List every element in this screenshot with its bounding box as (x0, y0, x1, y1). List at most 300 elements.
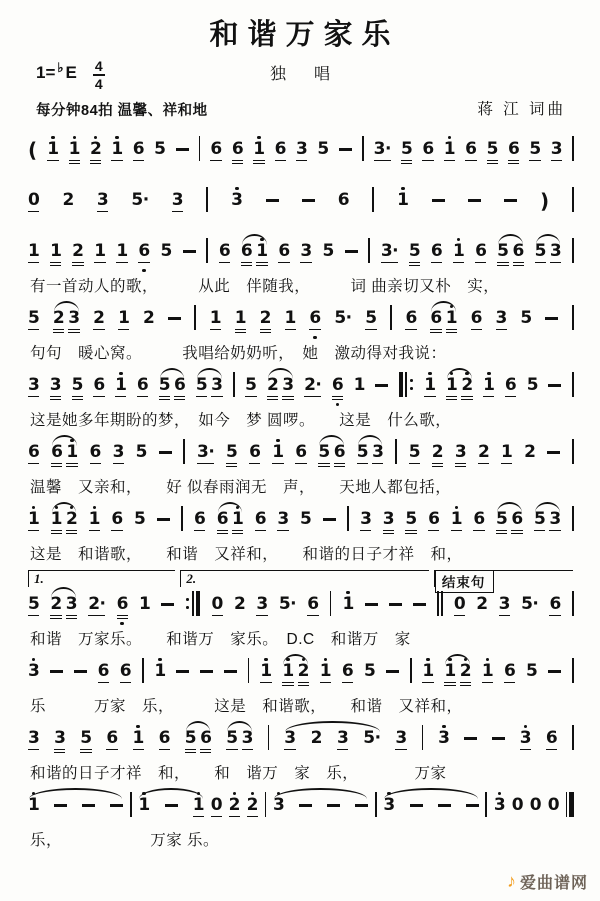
octave-down-dot (311, 755, 322, 760)
underline-beams (475, 260, 486, 268)
octave-down-dot (451, 536, 462, 541)
music-system (28, 302, 574, 362)
underline-beams (338, 209, 349, 217)
underline-beams (116, 260, 127, 268)
underline-beams (80, 747, 91, 755)
octave-down-dot (210, 166, 221, 171)
octave-down-dot (422, 166, 433, 171)
octave-up-dot (66, 438, 77, 443)
note (72, 237, 83, 273)
octave-down-dot (455, 469, 466, 474)
barline-s (194, 305, 196, 330)
note-digit: 6 (249, 442, 261, 462)
octave-down-dot (279, 621, 296, 626)
octave-down-dot (334, 469, 345, 474)
note-digit: 3 (498, 594, 510, 614)
duration-dash (466, 804, 479, 807)
note (241, 237, 252, 273)
note-digit: 5 (497, 241, 509, 261)
underline-beams (431, 260, 442, 268)
octave-down-dot (428, 536, 439, 541)
underline-beams (247, 814, 258, 822)
underline-beams (139, 613, 150, 621)
note (455, 438, 466, 474)
octave-down-dot (496, 335, 507, 340)
octave-down-dot (143, 335, 154, 340)
note-digit: 2 (476, 594, 488, 614)
underline-beams (94, 260, 105, 268)
underline-beams (444, 158, 455, 166)
octave-up-dot (460, 657, 471, 662)
note-digit: 3 (382, 509, 395, 529)
slur-group (444, 657, 471, 693)
octave-down-dot (50, 621, 61, 626)
barline-s (572, 439, 574, 464)
note (193, 791, 204, 827)
note (120, 657, 131, 693)
octave-down-dot (475, 268, 486, 273)
underline-beams (273, 814, 284, 822)
octave-down-dot (478, 469, 489, 474)
underline-beams (28, 327, 39, 335)
note-digit: 3 (383, 795, 395, 815)
note-digit: 5 (154, 139, 166, 159)
barline-s (265, 792, 267, 817)
underline-beams (295, 461, 306, 469)
octave-down-dot (496, 536, 507, 541)
note-digit: 1 (501, 442, 513, 462)
note (115, 371, 126, 407)
notation-row (28, 302, 574, 340)
note-digit: 1 (450, 509, 463, 529)
underline-beams (28, 613, 39, 621)
octave-up-dot (68, 304, 79, 309)
underline-beams (300, 528, 311, 536)
underline-beams (196, 394, 207, 402)
lyrics-line: 和谐 万家乐。 和谐万 家乐。 D.C 和谐万 家 (30, 631, 411, 648)
underline-beams (322, 260, 333, 268)
octave-down-dot (194, 536, 205, 541)
note-digit: 1 (253, 139, 265, 159)
note-digit: 6 (106, 728, 118, 748)
note (106, 724, 117, 760)
underline-beams (381, 260, 398, 268)
octave-down-dot (529, 166, 540, 171)
octave-down-dot (193, 822, 204, 827)
note (139, 590, 150, 626)
note (137, 371, 148, 407)
note (28, 657, 39, 693)
underline-beams (90, 461, 101, 469)
volta-2-bracket: 2. (180, 570, 428, 587)
octave-down-dot (249, 469, 260, 474)
octave-down-dot (137, 402, 148, 407)
note-digit: 3 (300, 241, 312, 261)
note (405, 505, 416, 541)
underline-beams (438, 747, 449, 755)
underline-beams (28, 814, 39, 822)
octave-up-dot (363, 724, 380, 729)
note (365, 304, 376, 340)
octave-down-dot (159, 755, 170, 760)
octave-down-dot (405, 536, 416, 541)
music-system (28, 369, 574, 429)
underline-beams (272, 461, 283, 469)
note (453, 237, 464, 273)
note-digit: 5 (300, 509, 312, 529)
underline-beams (232, 528, 243, 536)
underline-beams (229, 814, 240, 822)
barline-s (390, 305, 392, 330)
underline-beams (383, 528, 394, 536)
note-digit: 3 (28, 375, 40, 395)
octave-down-dot (113, 469, 124, 474)
note (235, 304, 246, 340)
note-digit: 5 (195, 375, 208, 395)
octave-up-dot (159, 371, 170, 376)
music-system (28, 235, 574, 295)
underline-beams (424, 394, 435, 402)
octave-down-dot (431, 268, 442, 273)
note (354, 371, 365, 407)
note (174, 371, 185, 407)
rest-note (548, 791, 559, 827)
octave-down-dot (98, 688, 109, 693)
note (428, 505, 439, 541)
note (245, 371, 256, 407)
octave-down-dot (28, 822, 39, 827)
underline-beams (363, 747, 380, 755)
barline-rs (399, 372, 414, 397)
note (342, 590, 353, 626)
note (551, 135, 562, 171)
octave-down-dot (120, 688, 131, 693)
note-digit: 1 (111, 139, 123, 159)
notation-row (28, 789, 574, 827)
note (50, 237, 61, 273)
note-digit: 6 (132, 139, 145, 159)
note (210, 135, 221, 171)
note-digit: 3· (197, 442, 215, 462)
note-digit: 1 (154, 661, 166, 681)
note (520, 304, 531, 340)
octave-up-dot (217, 505, 228, 510)
note-digit: 6 (138, 241, 150, 261)
note (255, 505, 266, 541)
note-digit: 6 (430, 241, 443, 261)
octave-down-dot (372, 469, 383, 474)
underline-beams (409, 260, 420, 268)
note (478, 438, 489, 474)
note (424, 371, 435, 407)
octave-down-dot (446, 402, 457, 407)
note-digit: 2 (477, 442, 490, 462)
note-digit: 0 (211, 594, 223, 614)
underline-beams (446, 394, 457, 402)
barline-s (572, 372, 574, 397)
duration-dash (161, 603, 174, 606)
underline-beams (364, 680, 375, 688)
duration-dash (355, 804, 368, 807)
note (93, 371, 104, 407)
octave-down-dot (282, 402, 293, 407)
note-digit: 1 (483, 375, 495, 395)
underline-beams (496, 327, 507, 335)
note-digit: 5 (534, 509, 546, 529)
underline-beams (534, 528, 545, 536)
note (217, 505, 228, 541)
duration-dash (200, 670, 213, 673)
octave-down-dot (28, 536, 39, 541)
note-digit: 2 (297, 661, 309, 681)
octave-down-dot (134, 536, 145, 541)
octave-down-dot (94, 268, 105, 273)
underline-beams (342, 680, 353, 688)
underline-beams (210, 327, 221, 335)
note (111, 505, 122, 541)
underline-beams (334, 327, 351, 335)
note-digit: 6 (89, 442, 101, 462)
octave-down-dot (133, 755, 144, 760)
barline-s (572, 136, 574, 161)
octave-down-dot (322, 268, 333, 273)
duration-dash (159, 451, 172, 454)
note-digit: 6 (507, 139, 520, 159)
underline-beams (548, 814, 559, 822)
underline-beams (260, 680, 271, 688)
note-digit: 6 (194, 509, 206, 529)
underline-beams (550, 260, 561, 268)
octave-down-dot (28, 688, 39, 693)
note (431, 237, 442, 273)
octave-up-dot (513, 237, 524, 242)
note-digit: 6 (274, 139, 286, 159)
slur-group (497, 237, 524, 273)
underline-beams (444, 680, 455, 688)
note (279, 590, 296, 626)
notation-row (28, 133, 574, 171)
lyrics-line: 乐 万家 乐， 这是 和谐歌， 和谐 又祥和， (30, 698, 463, 715)
note (451, 505, 462, 541)
underline-beams (197, 461, 214, 469)
note (409, 438, 420, 474)
note (383, 791, 394, 827)
note (154, 657, 165, 693)
octave-down-dot (395, 755, 406, 760)
octave-down-dot (364, 688, 375, 693)
note-digit: 1 (424, 375, 436, 395)
note-digit: 6 (254, 509, 267, 529)
note-digit: 1 (28, 509, 40, 529)
note-digit: 6 (512, 241, 524, 261)
note-digit: 1 (118, 308, 130, 328)
underline-beams (282, 394, 293, 402)
octave-up-dot (196, 371, 207, 376)
note-digit: 3 (549, 509, 561, 529)
note-digit: 1 (353, 375, 365, 395)
notation-row (28, 722, 574, 760)
slur-group (446, 371, 473, 407)
note-digit: 3 (395, 728, 407, 748)
duration-dash (545, 317, 558, 320)
octave-up-dot (50, 590, 61, 595)
note (94, 237, 105, 273)
note (275, 135, 286, 171)
barline-s (199, 136, 201, 161)
note-digit: 5 (401, 139, 413, 159)
note-digit: 1 (272, 442, 284, 462)
octave-up-dot (282, 657, 293, 662)
underline-beams (504, 680, 515, 688)
duration-dash (464, 737, 477, 740)
note-digit: 6 (504, 375, 517, 395)
octave-down-dot (160, 268, 171, 273)
octave-up-dot (211, 371, 222, 376)
note-digit: 5 (28, 308, 40, 328)
duration-dash (54, 804, 67, 807)
octave-down-dot (446, 335, 457, 340)
duration-dash (327, 804, 340, 807)
octave-down-dot (133, 166, 144, 171)
underline-beams (454, 613, 465, 621)
note-digit: 5 (133, 509, 146, 529)
time-numerator: 4 (94, 58, 103, 74)
credits-row (0, 97, 600, 123)
note-digit: 1 (47, 139, 59, 159)
octave-down-dot (471, 335, 482, 340)
underline-beams (54, 747, 65, 755)
volta-brackets (28, 570, 574, 590)
octave-down-dot (320, 688, 331, 693)
octave-down-dot (242, 755, 253, 760)
note (401, 135, 412, 171)
note (88, 590, 105, 626)
underline-beams (309, 327, 320, 335)
underline-beams (28, 680, 39, 688)
octave-down-dot (304, 402, 321, 407)
note-digit: 3 (372, 442, 384, 462)
note-digit: 3 (336, 728, 349, 748)
slur-group (284, 724, 380, 760)
underline-beams (260, 327, 271, 335)
underline-beams (138, 814, 149, 822)
octave-down-dot (520, 335, 531, 340)
octave-down-dot (444, 166, 455, 171)
note-digit: 1 (260, 661, 272, 681)
note (357, 438, 368, 474)
barline-s (233, 372, 235, 397)
note (285, 304, 296, 340)
underline-beams (47, 158, 58, 166)
octave-down-dot (494, 822, 505, 827)
underline-beams (159, 747, 170, 755)
note-digit: 1 (444, 661, 456, 681)
note-digit: 1 (209, 308, 222, 328)
underline-beams (212, 613, 223, 621)
octave-down-dot (422, 688, 433, 693)
duration-dash (432, 199, 445, 202)
note (496, 505, 507, 541)
octave-down-dot (473, 536, 484, 541)
barline-s (347, 506, 349, 531)
note-digit: 2 (142, 308, 155, 328)
underline-beams (231, 209, 242, 217)
octave-down-dot (424, 402, 435, 407)
octave-down-dot (115, 402, 126, 407)
slur-group (383, 791, 478, 827)
note (272, 438, 283, 474)
note (28, 505, 39, 541)
underline-beams (72, 394, 83, 402)
note (465, 135, 476, 171)
underline-beams (483, 394, 494, 402)
underline-beams (53, 327, 64, 335)
note (72, 371, 83, 407)
note-digit: 5 (363, 661, 376, 681)
note (334, 304, 351, 340)
underline-beams (494, 814, 505, 822)
note-digit: 6 (511, 509, 523, 529)
octave-down-dot (90, 469, 101, 474)
note (28, 438, 39, 474)
octave-up-dot (497, 237, 508, 242)
duration-dash (82, 804, 95, 807)
note (226, 724, 237, 760)
duration-dash (410, 804, 423, 807)
note (247, 791, 258, 827)
underline-beams (154, 680, 165, 688)
note-digit: 3 (49, 375, 62, 395)
note (260, 304, 271, 340)
note (226, 438, 237, 474)
note (134, 505, 145, 541)
octave-down-dot (282, 688, 293, 693)
note (461, 371, 472, 407)
underline-beams (505, 394, 516, 402)
octave-down-dot (211, 402, 222, 407)
note-digit: 1 (319, 661, 332, 681)
octave-down-dot (295, 469, 306, 474)
underline-beams (113, 461, 124, 469)
octave-down-dot (524, 469, 535, 474)
octave-down-dot (357, 469, 368, 474)
octave-up-dot (28, 791, 39, 796)
slur-group (534, 505, 561, 541)
octave-down-dot (211, 822, 222, 827)
note (256, 237, 267, 273)
octave-down-dot (154, 688, 165, 693)
duration-dash (468, 199, 481, 202)
note (211, 371, 222, 407)
note-digit: 5 (135, 442, 147, 462)
notation-row (28, 436, 574, 474)
octave-down-dot (548, 822, 559, 827)
underline-beams (300, 260, 311, 268)
underline-beams (401, 158, 412, 166)
note (229, 791, 240, 827)
underline-beams (446, 327, 457, 335)
note-digit: 5 (408, 241, 421, 261)
octave-down-dot (535, 268, 546, 273)
underline-beams (90, 158, 101, 166)
octave-down-dot (383, 822, 394, 827)
octave-down-dot (405, 335, 416, 340)
note-digit: 1 (68, 139, 80, 159)
octave-up-dot (51, 438, 62, 443)
duration-dash (365, 603, 378, 606)
note-digit: 3 (282, 375, 294, 395)
octave-down-dot (342, 688, 353, 693)
